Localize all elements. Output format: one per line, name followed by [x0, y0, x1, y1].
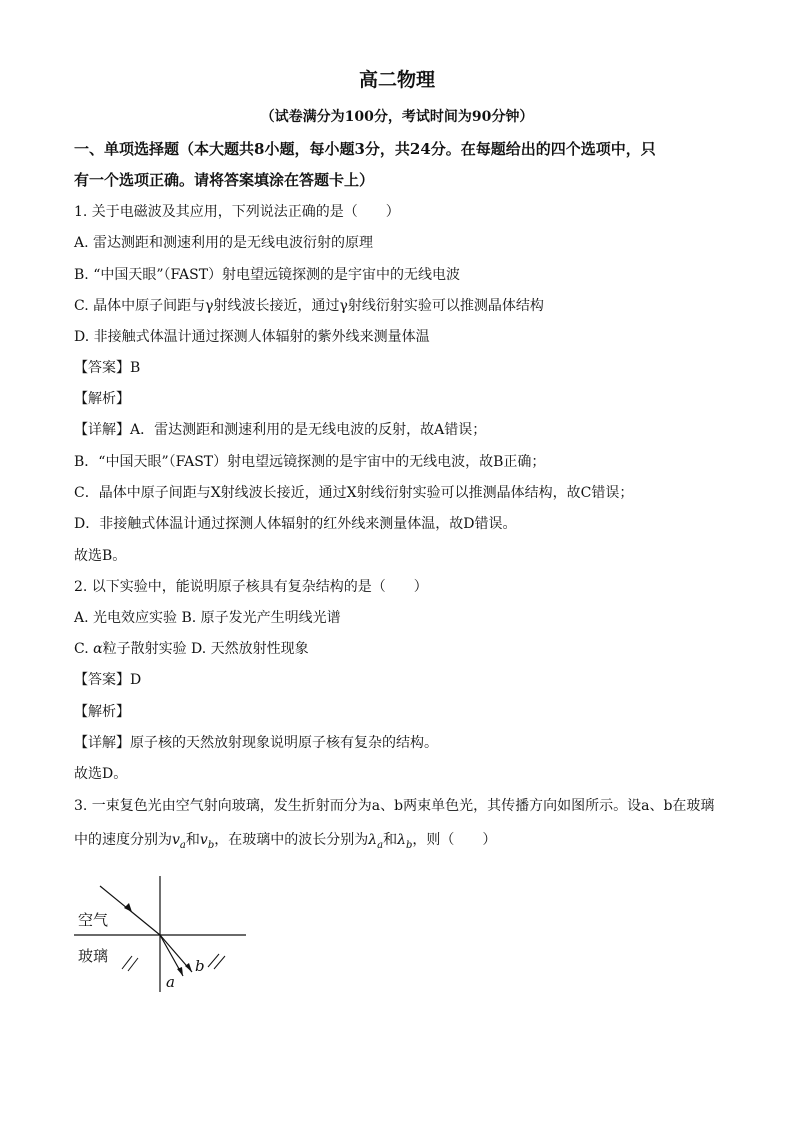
- q1-detail-2: B．“中国天眼”（FAST）射电望远镜探测的是宇宙中的无线电波，故B正确；: [74, 454, 546, 470]
- q2-choice: 故选D。: [74, 766, 128, 782]
- q1-stem: 1. 关于电磁波及其应用，下列说法正确的是（ ）: [74, 204, 400, 220]
- q1-detail-1: 【详解】A．雷达测距和测速利用的是无线电波的反射，故A错误；: [74, 422, 487, 438]
- q2-options-cd: [74, 640, 309, 658]
- q3-text-c: ，则（ ）: [412, 832, 497, 848]
- q1-analysis-label: 【解析】: [74, 391, 130, 407]
- ray-b-label: b: [195, 957, 205, 975]
- q2-options-cd-text: 粒子散射实验 D. 天然放射性现象: [102, 641, 309, 657]
- glass-label: 玻璃: [78, 947, 109, 965]
- incident-arrow: [124, 903, 132, 912]
- q3-text-b: ，在玻璃中的波长分别为: [214, 832, 369, 848]
- wavelength-b: $\lambda_b$: [397, 832, 413, 851]
- alpha-symbol: α: [93, 641, 103, 657]
- q2-analysis-label: 【解析】: [74, 704, 130, 720]
- q1-option-d: D. 非接触式体温计通过探测人体辐射的紫外线来测量体温: [74, 329, 430, 345]
- q3-stem-line1: 3. 一束复色光由空气射向玻璃，发生折射而分为a、b两束单色光，其传播方向如图所示。设a、b在玻璃: [74, 798, 715, 814]
- q1-choice: 故选B。: [74, 548, 127, 564]
- q2-detail: 【详解】原子核的天然放射现象说明原子核有复杂的结构。: [74, 735, 438, 751]
- q1-option-b: B. “中国天眼”（FAST）射电望远镜探测的是宇宙中的无线电波: [74, 267, 461, 283]
- q1-answer: 【答案】B: [74, 360, 141, 376]
- q2-answer: 【答案】D: [74, 672, 142, 688]
- refraction-diagram: [74, 872, 254, 997]
- q2-options-ab: A. 光电效应实验 B. 原子发光产生明线光谱: [74, 610, 341, 626]
- q3-text-a: 中的速度分别为: [74, 832, 172, 848]
- ray-a-label: a: [166, 973, 175, 991]
- q3-stem-line2: [74, 831, 496, 855]
- page-title: 高二物理: [358, 69, 435, 91]
- velocity-b: $v_b$: [199, 832, 215, 851]
- q1-detail-3: C．晶体中原子间距与X射线波长接近，通过X射线衍射实验可以推测晶体结构，故C错误；: [74, 485, 634, 501]
- section-heading-line2: 有一个选项正确。请将答案填涂在答题卡上）: [74, 171, 375, 189]
- q2-option-c-prefix: C.: [74, 641, 94, 657]
- q3-and-2: 和: [383, 832, 398, 848]
- q1-detail-4: D．非接触式体温计通过探测人体辐射的红外线来测量体温，故D错误。: [74, 516, 517, 532]
- wavelength-a: $\lambda_a$: [368, 832, 384, 851]
- air-label: 空气: [78, 911, 109, 929]
- q1-option-a: A. 雷达测距和测速利用的是无线电波衍射的原理: [74, 235, 374, 251]
- ray-a-arrow: [177, 967, 183, 976]
- velocity-a: $v_a$: [172, 832, 186, 851]
- section-heading-line1: 一、单项选择题（本大题共8小题，每小题3分，共24分。在每题给出的四个选项中，只: [74, 140, 656, 158]
- q1-option-c: C. 晶体中原子间距与γ射线波长接近，通过γ射线衍射实验可以推测晶体结构: [74, 298, 544, 314]
- exam-info: （试卷满分为100分，考试时间为90分钟）: [260, 109, 534, 125]
- q3-and-1: 和: [185, 832, 200, 848]
- q2-stem: 2. 以下实验中，能说明原子核具有复杂结构的是（ ）: [74, 579, 428, 595]
